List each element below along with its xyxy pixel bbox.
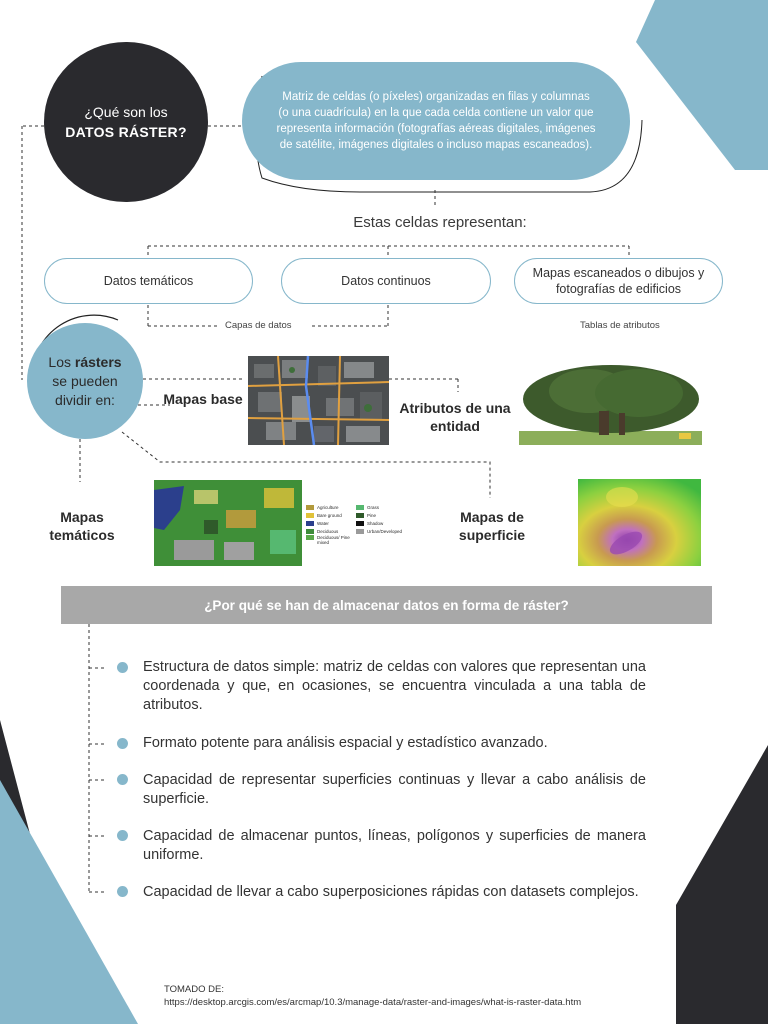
legend-label: Deciduous <box>317 528 339 534</box>
bullet-item-5: Capacidad de llevar a cabo superposiciones rápidas con datasets complejos. <box>143 884 639 900</box>
definition-text: Matriz de celdas (o píxeles) organizadas en filas y columnas (o una cuadrícula) en la que cada celda contiene un valor que representa información (fotografías aéreas digitales, imágenes de satélite, imágenes digitales o incluso mapas escaneados). <box>276 91 596 151</box>
rasters-prefix: Los <box>48 353 75 370</box>
attribute-tables-label: Tablas de atributos <box>580 320 660 331</box>
bullet-dot <box>117 830 128 841</box>
why-title: ¿Por qué se han de almacenar datos en forma de ráster? <box>204 597 569 613</box>
legend-swatch <box>306 529 314 534</box>
bullet-dot <box>117 662 128 673</box>
legend-item <box>356 511 402 519</box>
legend-swatch <box>356 505 364 510</box>
rasters-circle <box>27 323 143 439</box>
bullet-item-4: Capacidad de almacenar puntos, líneas, polígonos y superficies de manera uniforme. <box>143 828 646 863</box>
legend-label: Grass <box>367 504 380 510</box>
thematic-maps-label: Mapas temáticos <box>49 509 115 543</box>
rasters-line3: dividir en: <box>55 391 115 408</box>
legend-label: Shadow <box>367 520 384 526</box>
bullet-dot <box>117 774 128 785</box>
category-label: Mapas escaneados o dibujos y fotografías de edificios <box>532 266 705 296</box>
legend-item <box>356 519 402 527</box>
legend-item <box>356 527 402 535</box>
aerial-photo-image <box>248 356 389 445</box>
question-circle <box>44 42 208 202</box>
legend-swatch <box>306 521 314 526</box>
bullet-item-3: Capacidad de representar superficies continuas y llevar a cabo análisis de superficie. <box>143 772 646 807</box>
question-line2: DATOS RÁSTER? <box>65 124 187 140</box>
cells-title: Estas celdas representan: <box>353 214 527 231</box>
legend-item <box>306 527 354 535</box>
legend-item <box>356 503 402 511</box>
why-title-bar <box>61 586 712 624</box>
rasters-line1 <box>48 353 121 372</box>
legend-item <box>306 535 354 549</box>
base-maps-label: Mapas base <box>163 391 243 407</box>
definition-box <box>242 62 630 180</box>
legend-swatch <box>356 513 364 518</box>
legend-swatch <box>306 513 314 518</box>
rasters-bold: rásters <box>74 353 122 370</box>
category-label: Datos temáticos <box>103 274 194 288</box>
legend-swatch <box>356 521 364 526</box>
legend-label: Bare ground <box>317 512 342 518</box>
question-line1: ¿Qué son los <box>84 104 168 120</box>
tree-photo-image <box>519 361 702 445</box>
legend-right <box>356 503 402 535</box>
source-label: TOMADO DE: <box>164 984 224 995</box>
legend-item <box>306 503 354 511</box>
category-scanned <box>514 258 723 304</box>
rasters-line2: se pueden <box>52 372 118 389</box>
corner-shape-top-right <box>636 0 768 170</box>
surface-maps-label: Mapas de superficie <box>458 509 526 543</box>
bullet-item-1: Estructura de datos simple: matriz de celdas con valores que representan una coordenada y que, en ocasiones, se encuentra vinculada a una tabla de atributos. <box>143 659 646 713</box>
bullet-dot <box>117 886 128 897</box>
category-continuous <box>281 258 491 304</box>
bullet-dot <box>117 738 128 749</box>
legend-left <box>306 503 354 549</box>
category-thematic <box>44 258 253 304</box>
data-layers-label: Capas de datos <box>225 320 292 331</box>
legend-label: Deciduous/ Pine mixed <box>317 535 350 545</box>
source-block <box>164 983 581 1009</box>
legend-item <box>306 511 354 519</box>
legend-item <box>306 519 354 527</box>
legend-swatch <box>306 535 314 540</box>
source-url[interactable]: https://desktop.arcgis.com/es/arcmap/10.3/manage-data/raster-and-images/what-is-raster-data.htm <box>164 997 582 1008</box>
bullet-item-2: Formato potente para análisis espacial y estadístico avanzado. <box>143 735 548 751</box>
legend-label: Agriculture <box>317 504 339 510</box>
category-label: Datos continuos <box>341 274 431 288</box>
legend-swatch <box>356 529 364 534</box>
corner-shape-bottom-right <box>676 745 768 1024</box>
legend-label: Water <box>317 520 329 526</box>
legend-label: Urban/Developed <box>367 528 403 534</box>
attributes-label: Atributos de una entidad <box>399 400 511 434</box>
surface-map-image <box>578 479 701 566</box>
legend-label: Pine <box>367 512 377 518</box>
legend-swatch <box>306 505 314 510</box>
